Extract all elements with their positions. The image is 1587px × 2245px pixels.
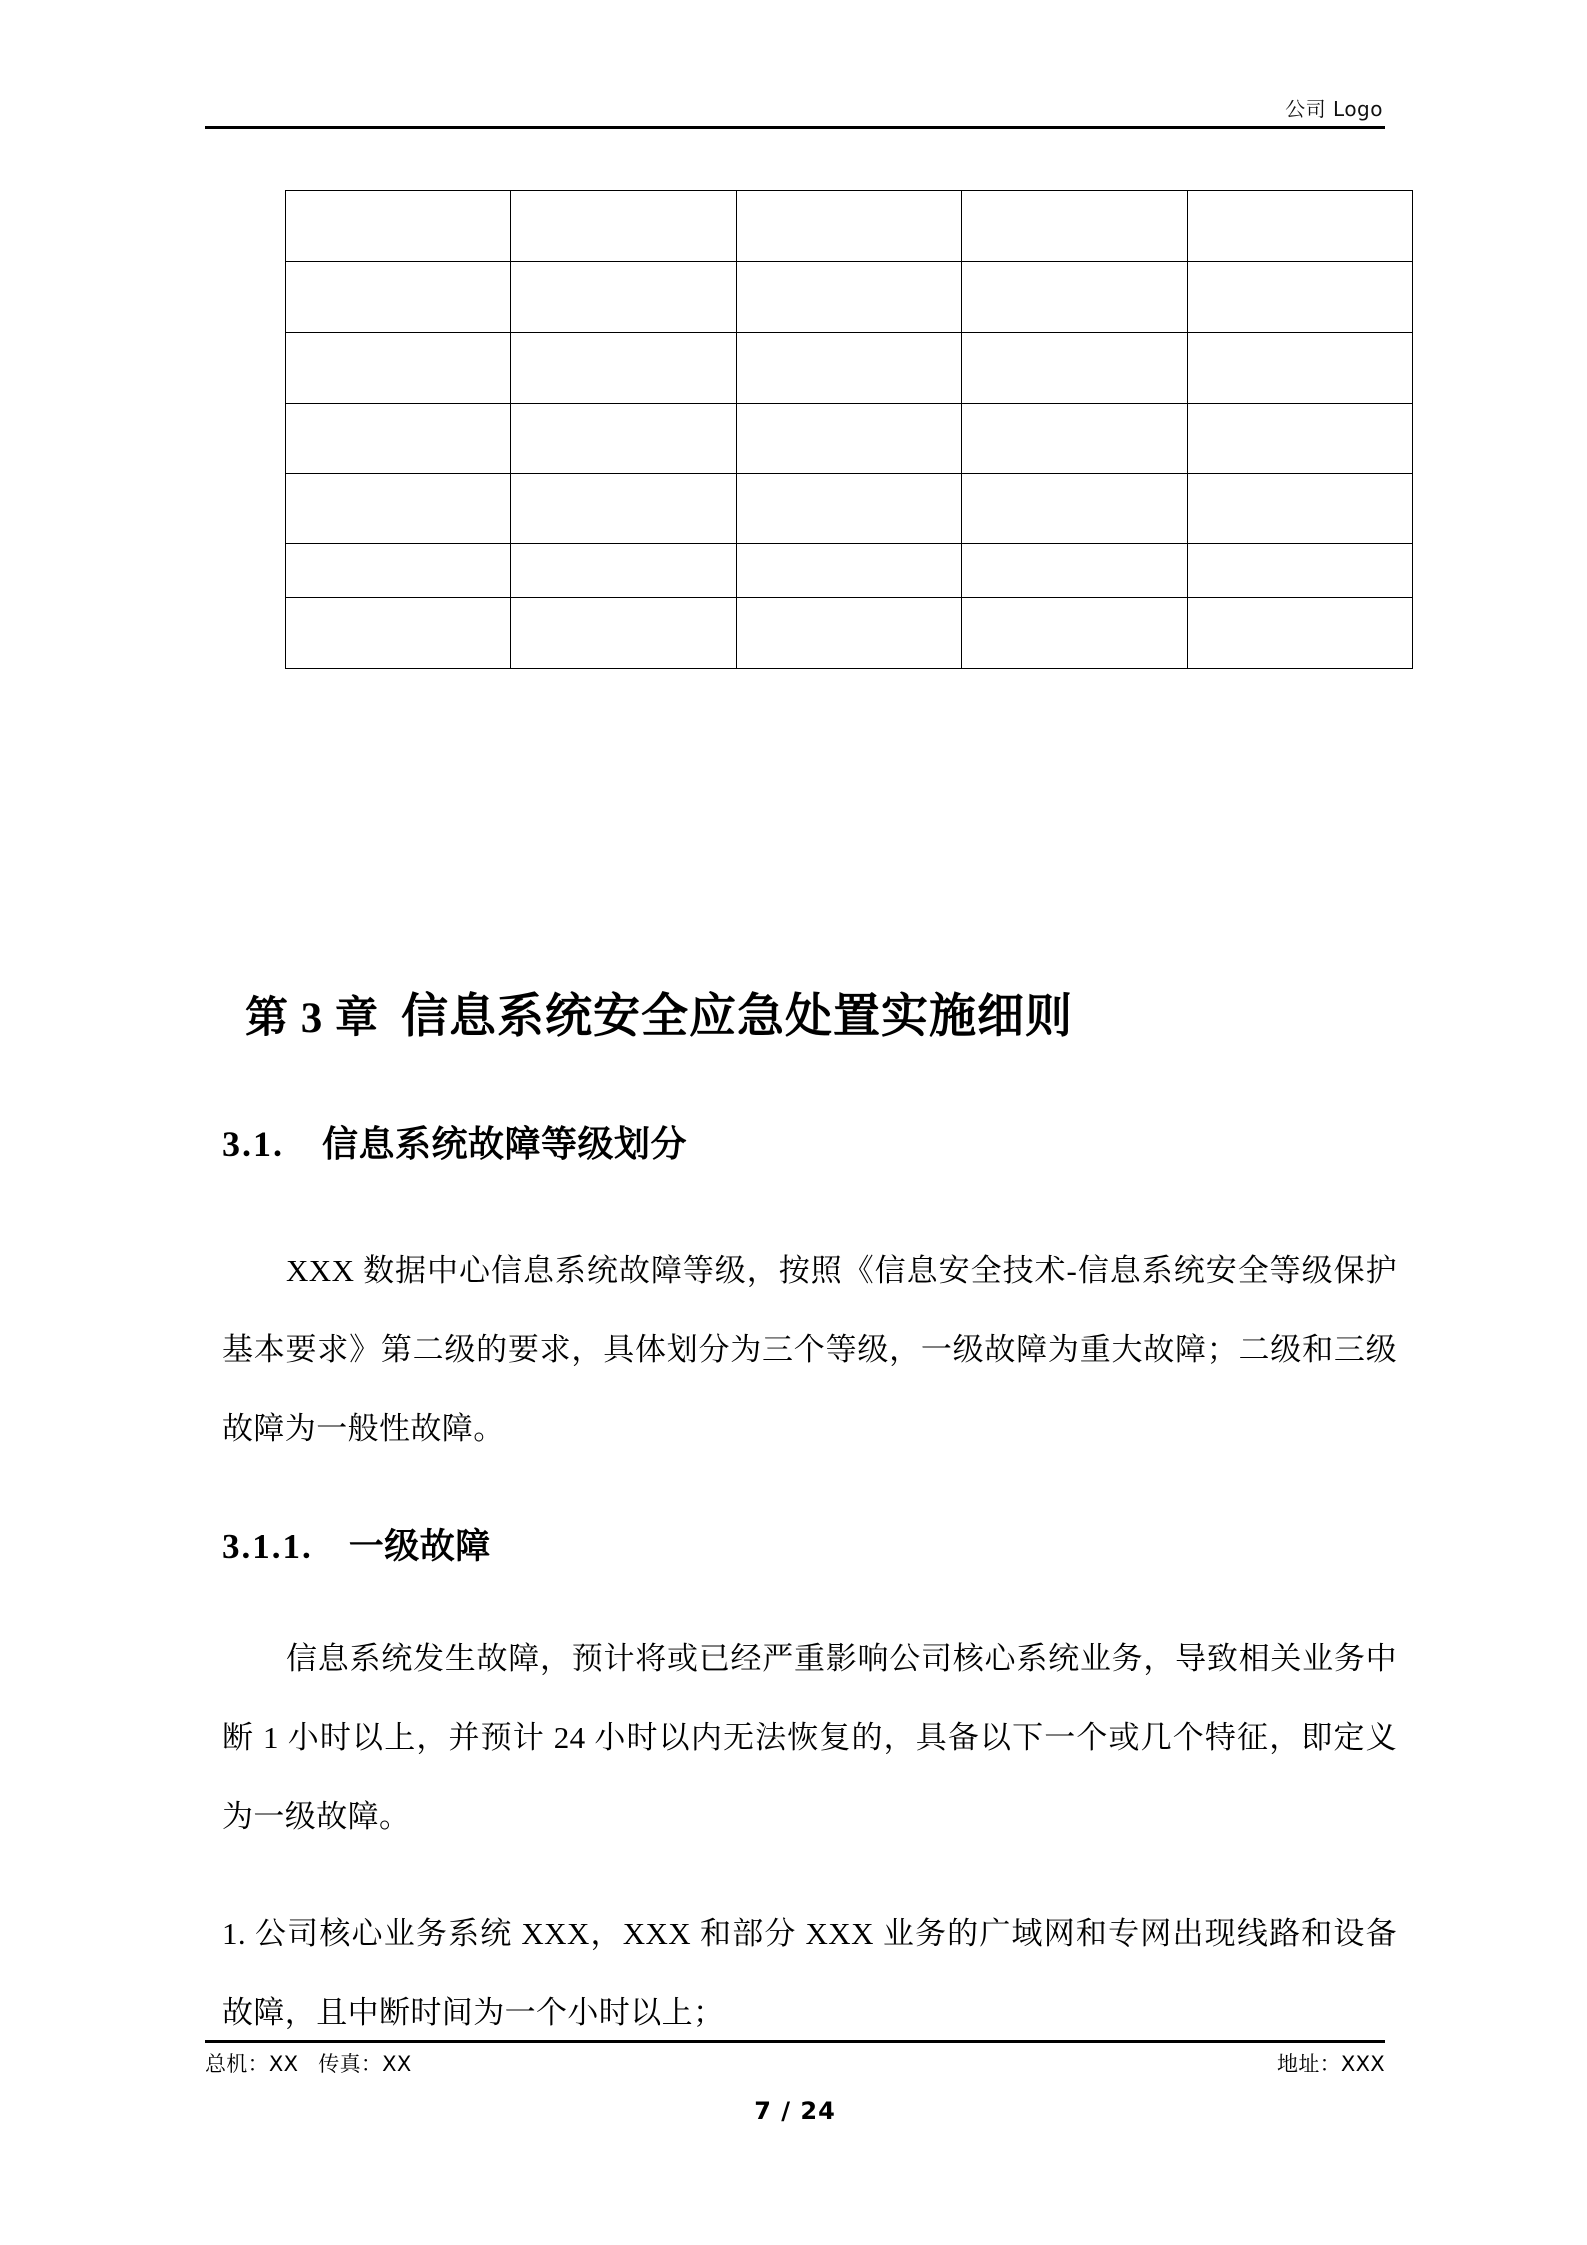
section-number-3-1-1: 3.1.1.: [222, 1527, 313, 1566]
header-logo-text: 公司 Logo: [1285, 97, 1383, 121]
table-cell[interactable]: [511, 191, 736, 262]
table-cell[interactable]: [736, 333, 961, 404]
header-divider: [205, 126, 1385, 129]
table-cell[interactable]: [286, 404, 511, 474]
table-cell[interactable]: [511, 404, 736, 474]
table-cell[interactable]: [962, 474, 1187, 544]
table-row: [286, 191, 1413, 262]
table-cell[interactable]: [511, 598, 736, 669]
table-row: [286, 333, 1413, 404]
table-row: [286, 474, 1413, 544]
table-cell[interactable]: [286, 333, 511, 404]
table-cell[interactable]: [511, 474, 736, 544]
section-title-3-1-1: 一级故障: [348, 1527, 491, 1567]
table-cell[interactable]: [1187, 333, 1412, 404]
table-cell[interactable]: [511, 333, 736, 404]
chapter-title-text: 信息系统安全应急处置实施细则: [401, 989, 1073, 1045]
footer-address: 地址：XXX: [1277, 2052, 1385, 2076]
table-cell[interactable]: [286, 474, 511, 544]
table-cell[interactable]: [962, 598, 1187, 669]
table-cell[interactable]: [962, 191, 1187, 262]
footer-fax: 传真：XX: [318, 2052, 412, 2076]
table-cell[interactable]: [286, 191, 511, 262]
table-cell[interactable]: [962, 262, 1187, 333]
table-cell[interactable]: [736, 404, 961, 474]
table-cell[interactable]: [1187, 262, 1412, 333]
chapter-number: 第 3 章: [245, 995, 379, 1043]
paragraph-3-1: XXX 数据中心信息系统故障等级，按照《信息安全技术-信息系统安全等级保护基本要求》第二级的要求，具体划分为三个等级，一级故障为重大故障；二级和三级故障为一般性故障。: [222, 1253, 1397, 1446]
table-row: [286, 404, 1413, 474]
table-cell[interactable]: [962, 333, 1187, 404]
section-heading-3-1-1: [222, 1523, 1422, 1571]
page-number: 7 / 24: [754, 2097, 836, 2125]
page-footer: [205, 2040, 1385, 2127]
table-cell[interactable]: [1187, 598, 1412, 669]
section-heading-3-1: [222, 1120, 1422, 1169]
list-item: 1. 公司核心业务系统 XXX，XXX 和部分 XXX 业务的广域网和专网出现线路和设备故障，且中断时间为一个小时以上；: [222, 1916, 1397, 2030]
footer-left: [205, 2049, 412, 2079]
table-row: [286, 544, 1413, 598]
table-cell[interactable]: [511, 262, 736, 333]
table-cell[interactable]: [511, 544, 736, 598]
table-row: [286, 262, 1413, 333]
footer-switchboard: 总机：XX: [205, 2052, 299, 2076]
footer-contact-row: [205, 2043, 1385, 2079]
table-cell[interactable]: [286, 598, 511, 669]
table-cell[interactable]: [286, 544, 511, 598]
table-cell[interactable]: [736, 474, 961, 544]
table-container: [285, 190, 1413, 669]
table-cell[interactable]: [962, 544, 1187, 598]
chapter-heading: [245, 986, 1445, 1050]
section-title-3-1: 信息系统故障等级划分: [322, 1123, 688, 1165]
table-cell[interactable]: [736, 191, 961, 262]
page-header: [205, 96, 1385, 129]
table-cell[interactable]: [736, 262, 961, 333]
table-cell[interactable]: [1187, 191, 1412, 262]
table-cell[interactable]: [1187, 474, 1412, 544]
table-cell[interactable]: [736, 598, 961, 669]
table-cell[interactable]: [736, 544, 961, 598]
table-cell[interactable]: [1187, 404, 1412, 474]
paragraph-3-1-1: 信息系统发生故障，预计将或已经严重影响公司核心系统业务，导致相关业务中断 1 小时以上，并预计 24 小时以内无法恢复的，具备以下一个或几个特征，即定义为一级故障。: [222, 1641, 1397, 1834]
table-cell[interactable]: [962, 404, 1187, 474]
section-number-3-1: 3.1.: [222, 1123, 284, 1164]
table-cell[interactable]: [286, 262, 511, 333]
table-row: [286, 598, 1413, 669]
table-cell[interactable]: [1187, 544, 1412, 598]
blank-data-table: [285, 190, 1413, 669]
